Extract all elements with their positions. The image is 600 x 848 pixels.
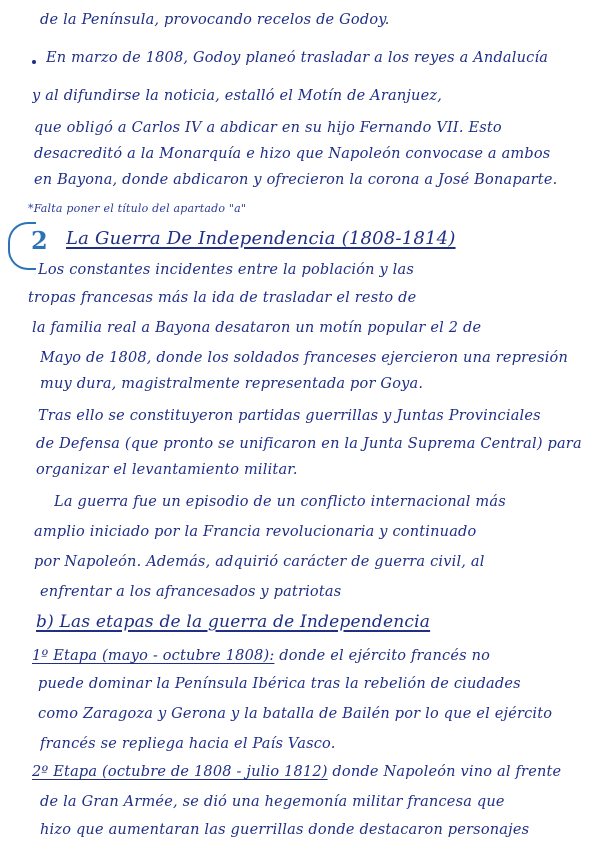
section-number: 2 xyxy=(31,226,48,255)
text-line: enfrentar a los afrancesados y patriotas xyxy=(40,584,342,600)
text-line: de Defensa (que pronto se unificaron en la Junta Suprema Central) para xyxy=(36,436,582,452)
stage-text: donde el ejército francés no xyxy=(274,648,491,664)
text-line: Los constantes incidentes entre la población y las xyxy=(38,262,414,278)
stage-text: donde Napoleón vino al frente xyxy=(327,764,562,780)
text-line: hizo que aumentaran las guerrillas donde destacaron personajes xyxy=(40,822,530,838)
text-line: puede dominar la Península Ibérica tras la rebelión de ciudades xyxy=(38,676,521,692)
text-line: y al difundirse la noticia, estalló el Motín de Aranjuez, xyxy=(32,88,443,104)
text-line: de la Gran Armée, se dió una hegemonía militar francesa que xyxy=(40,794,505,810)
text-line: Mayo de 1808, donde los soldados franceses ejercieron una represión xyxy=(40,350,569,366)
text-line: como Zaragoza y Gerona y la batalla de Bailén por lo que el ejército xyxy=(38,706,553,722)
section-title: La Guerra De Independencia (1808-1814) xyxy=(66,228,456,249)
text-line: Tras ello se constituyeron partidas guerrillas y Juntas Provinciales xyxy=(38,408,541,424)
text-line: en Bayona, donde abdicaron y ofrecieron la corona a José Bonaparte. xyxy=(34,172,558,188)
text-line: de la Península, provocando recelos de Godoy. xyxy=(40,12,390,28)
text-line: la familia real a Bayona desataron un motín popular el 2 de xyxy=(32,320,482,336)
text-line: organizar el levantamiento militar. xyxy=(36,462,298,478)
text-line: que obligó a Carlos IV a abdicar en su hijo Fernando VII. Esto xyxy=(34,120,502,136)
text-line: muy dura, magistralmente representada por Goya. xyxy=(40,376,424,392)
text-line: francés se repliega hacia el País Vasco. xyxy=(40,736,336,752)
text-line: amplio iniciado por la Francia revolucionaria y continuado xyxy=(34,524,477,540)
text-line: En marzo de 1808, Godoy planeó trasladar a los reyes a Andalucía xyxy=(46,50,549,66)
margin-note: *Falta poner el título del apartado "a" xyxy=(28,202,247,215)
text-line xyxy=(32,764,600,780)
text-line: por Napoleón. Además, adquirió carácter de guerra civil, al xyxy=(34,554,485,570)
stage-label: 1º Etapa (mayo - octubre 1808): xyxy=(32,648,275,664)
text-line: tropas francesas más la ida de trasladar el resto de xyxy=(28,290,417,306)
text-line xyxy=(32,648,600,664)
text-line: desacreditó a la Monarquía e hizo que Napoleón convocase a ambos xyxy=(34,146,551,162)
subsection-title: b) Las etapas de la guerra de Independencia xyxy=(36,612,431,632)
bullet-dot xyxy=(32,60,36,64)
text-line: La guerra fue un episodio de un conflicto internacional más xyxy=(54,494,506,510)
stage-label: 2º Etapa (octubre de 1808 - julio 1812) xyxy=(32,764,328,780)
